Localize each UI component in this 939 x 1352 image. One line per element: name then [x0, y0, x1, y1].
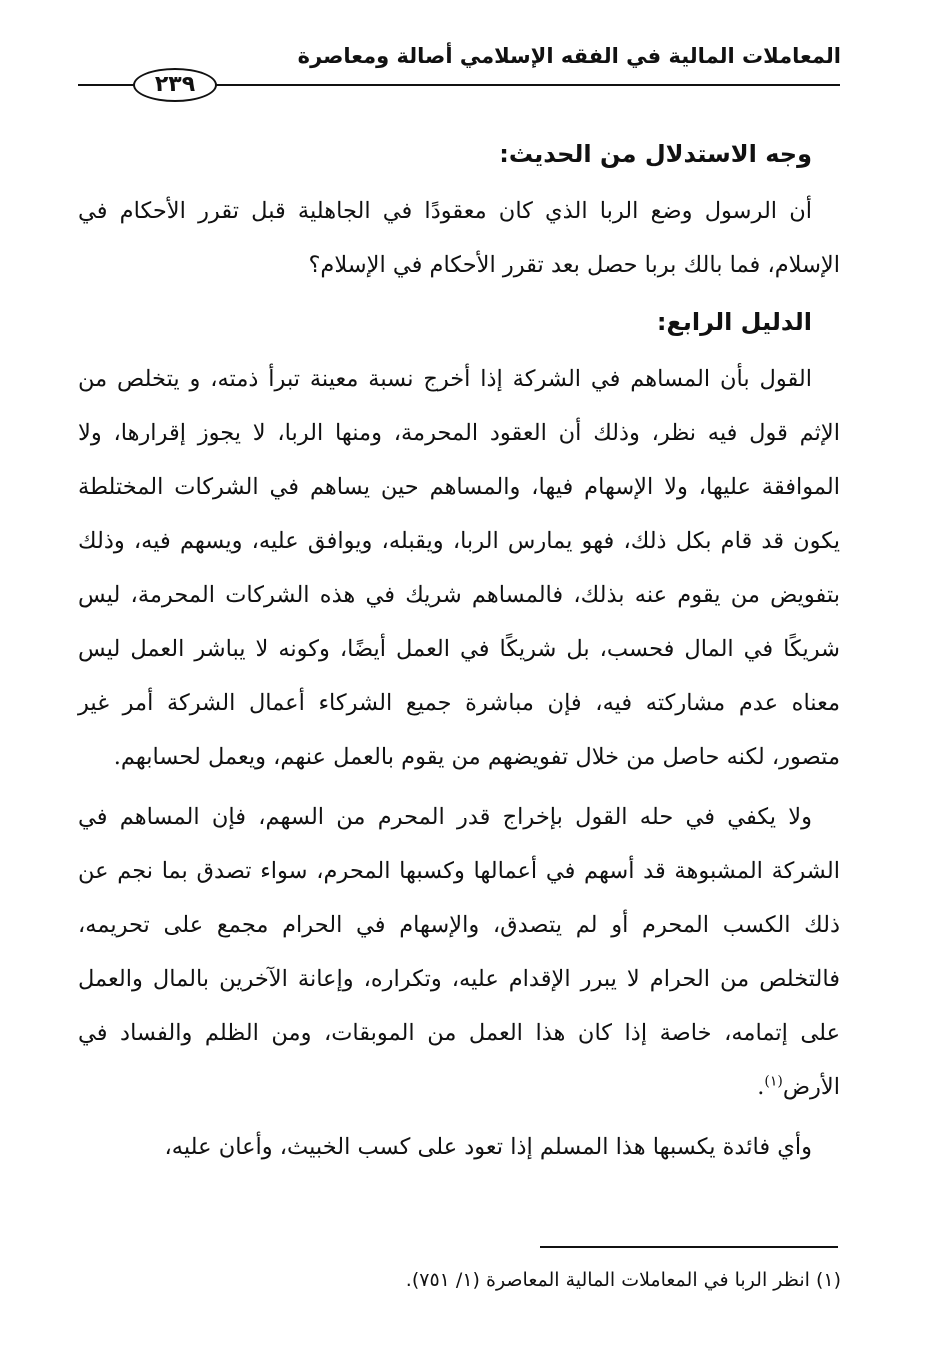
paragraph-3-end: . [757, 1074, 765, 1100]
paragraph-3-text: ولا يكفي في حله القول بإخراج قدر المحرم من السهم، فإن المساهم في الشركة المشبوهة قد أسهم في أعمالها وكسبها المحرم، سواء تصدق بما نجم عن ذلك الكسب المحرم أو لم يتصدق، والإسهام في الحرام مجمع على تحريمه، فالتخلص من الحرام لا يبرر الإقدام عليه، وتكراره، وإعانة الآخرين بالمال والعمل على إتمامه، خاصة إذا كان هذا العمل من الموبقات، ومن الظلم والفساد في الأرض [78, 804, 840, 1100]
footnote: (١) انظر الربا في المعاملات المالية المعاصرة (١/ ٧٥١). [405, 1269, 841, 1291]
footnote-rule [540, 1246, 838, 1248]
page-number: ٢٣٩ [133, 68, 217, 102]
section-heading-1: وجه الاستدلال من الحديث: [499, 140, 812, 168]
paragraph-3 [78, 790, 840, 1114]
body-text [78, 130, 840, 1180]
paragraph-2: القول بأن المساهم في الشركة إذا أخرج نسبة معينة تبرأ ذمته، و يتخلص من الإثم قول فيه نظر، وذلك أن العقود المحرمة، ومنها الربا، لا يجوز إقرارها، ولا الموافقة عليها، ولا الإسهام فيها، والمساهم حين يساهم في الشركات المختلطة يكون قد قام بكل ذلك، فهو يمارس الربا، ويقبله، ويوافق عليه، ويسهم فيه، وذلك بتفويض من يقوم عنه بذلك، فالمساهم شريك في هذه الشركات المحرمة، ليس شريكًا في المال فحسب، بل شريكًا في العمل أيضًا، وكونه لا يباشر العمل ليس معناه عدم مشاركته فيه، فإن مباشرة جميع الشركاء أعمال الشركة أمر غير متصور، لكنه حاصل من خلال تفويضهم من يقوم بالعمل عنهم، ويعمل لحسابهم. [78, 366, 840, 770]
footnote-reference: (١) [764, 1073, 783, 1090]
running-header: المعاملات المالية في الفقه الإسلامي أصالة ومعاصرة [297, 44, 841, 68]
section-heading-2: الدليل الرابع: [656, 308, 812, 336]
paragraph-1: أن الرسول وضع الربا الذي كان معقودًا في الجاهلية قبل تقرر الأحكام في الإسلام، فما بالك بربا حصل بعد تقرر الأحكام في الإسلام؟ [78, 198, 840, 278]
paragraph-4: وأي فائدة يكسبها هذا المسلم إذا تعود على كسب الخبيث، وأعان عليه، [164, 1134, 812, 1160]
